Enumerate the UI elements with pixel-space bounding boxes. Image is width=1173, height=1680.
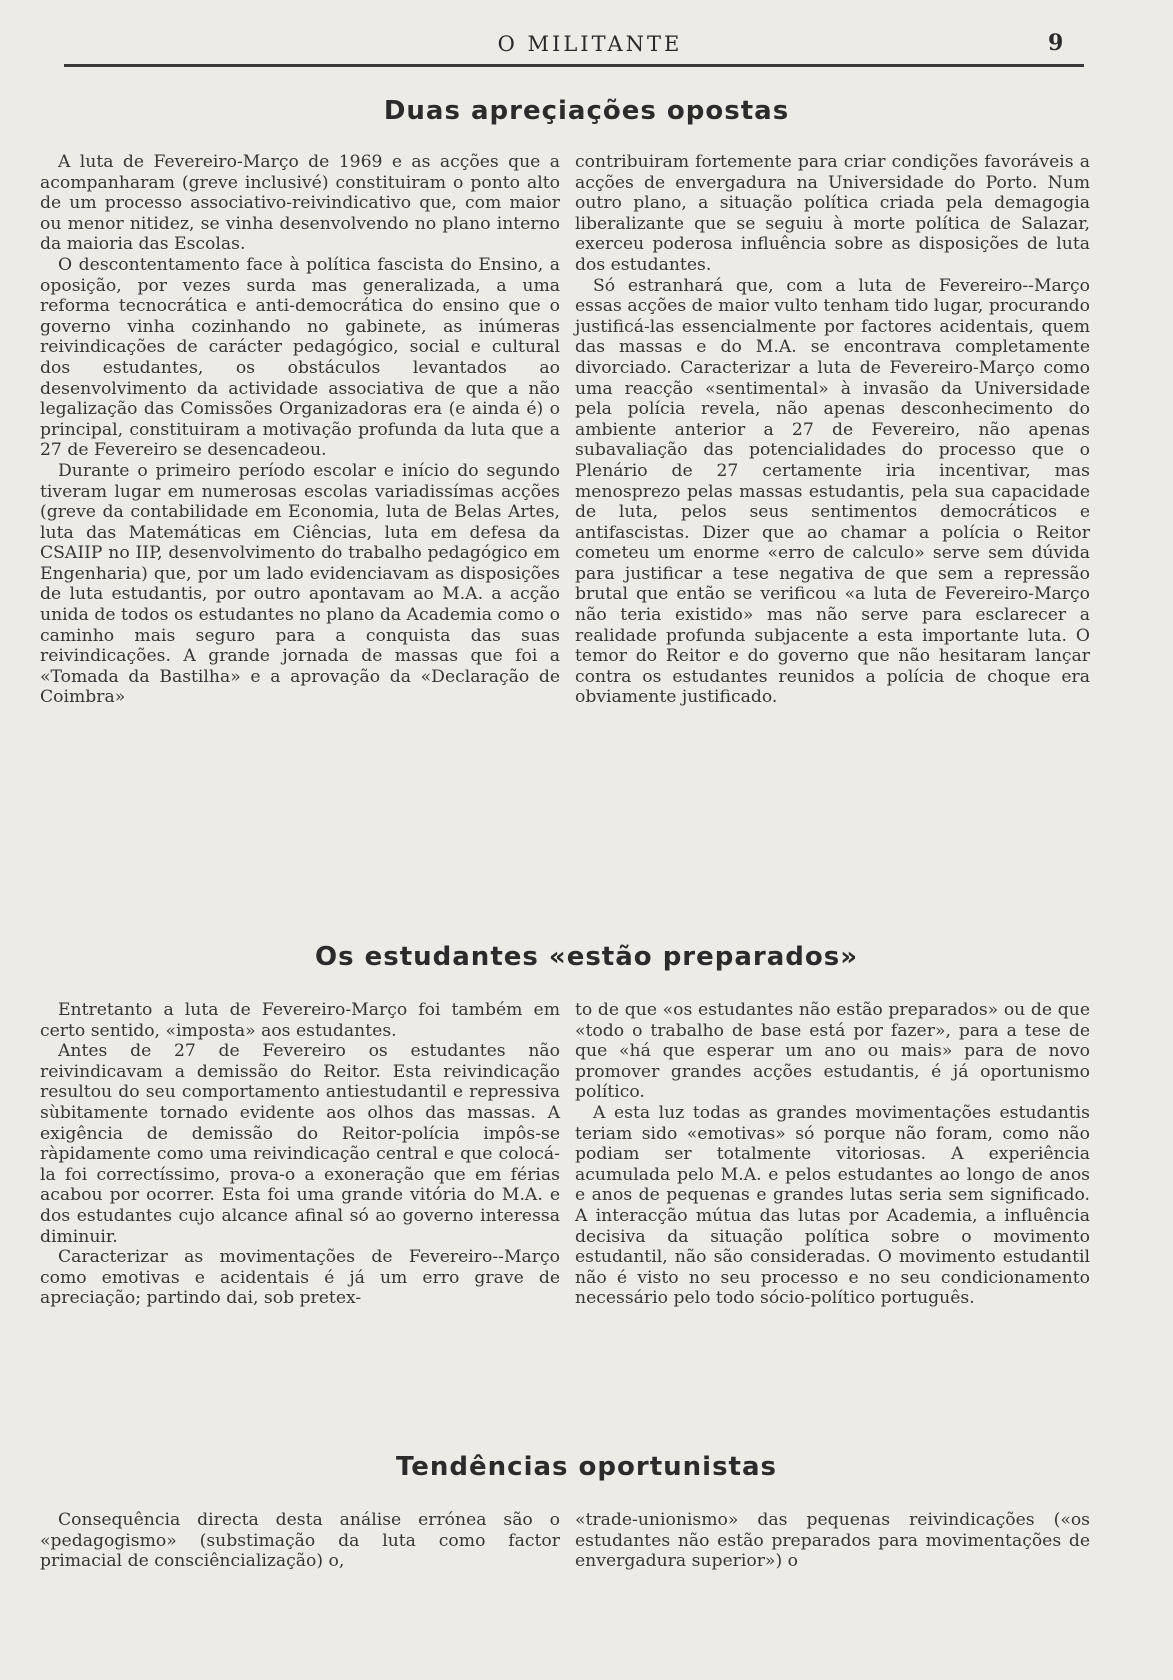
paragraph: A luta de Fevereiro-Março de 1969 e as acções que a acompanharam (greve inclusivé) constituiram o ponto alto de um processo associativo-reivindicativo que, com maior ou menor nitidez, se vinha desenvolvendo no plano interno da maioria das Escolas. <box>40 152 560 255</box>
paragraph: Caracterizar as movimentações de Fevereiro--Março como emotivas e acidentais é já um erro grave de apreciação; partindo dai, sob pretex- <box>40 1247 560 1309</box>
publication-title: O MILITANTE <box>497 32 683 56</box>
section1-right-column <box>575 152 1090 708</box>
header-rule <box>64 64 1084 67</box>
page-number: 9 <box>1048 30 1064 56</box>
section3-left-column <box>40 1510 560 1572</box>
paragraph: to de que «os estudantes não estão preparados» ou de que «todo o trabalho de base está por fazer», para a tese de que «há que esperar um ano ou mais» para de novo promover grandes acções estudantis, é já oportunismo político. <box>575 1000 1090 1103</box>
paragraph: A esta luz todas as grandes movimentações estudantis teriam sido «emotivas» só porque não foram, como não podiam ser totalmente vitoriosas. A experiência acumulada pelo M.A. e pelos estudantes ao longo de anos e anos de pequenas e grandes lutas seria sem significado. A interacção mútua das lutas por Academia, a influência decisiva da situação política sobre o movimento estudantil, não são consideradas. O movimento estudantil não é visto no seu processo e no seu condicionamento necessário pelo todo sócio-político português. <box>575 1102 1090 1309</box>
section-heading-estudantes-preparados: Os estudantes «estão preparados» <box>314 942 859 972</box>
section-heading-duas-apreciacoes: Duas apreçiações opostas <box>383 96 790 126</box>
section-heading-tendencias-oportunistas: Tendências oportunistas <box>395 1452 778 1482</box>
section3-right-column <box>575 1510 1090 1572</box>
paragraph: Durante o primeiro período escolar e início do segundo tiveram lugar em numerosas escolas variadissímas acções (greve da contabilidade em Economia, luta de Belas Artes, luta das Matemáticas em Ciências, luta em defesa da CSAIIP no IIP, desenvolvimento do trabalho pedagógico em Engenharia) que, por um lado evidenciavam as disposições de luta estudantis, por outro apontavam ao M.A. a acção unida de todos os estudantes no plano da Academia como o caminho mais seguro para a conquista das suas reivindicações. A grande jornada de massas que foi a «Tomada da Bastilha» e a aprovação da «Declaração de Coimbra» <box>40 460 560 708</box>
section1-left-column <box>40 152 560 708</box>
paragraph: Só estranhará que, com a luta de Fevereiro--Março essas acções de maior vulto tenham tido lugar, procurando justificá-las essencialmente por factores acidentais, quem das massas e do M.A. se encontrava completamente divorciado. Caracterizar a luta de Fevereiro-Março como uma reacção «sentimental» à invasão da Universidade pela polícia revela, não apenas desconhecimento do ambiente anterior a 27 de Fevereiro, não apenas subavaliação das potencialidades do processo que o Plenário de 27 certamente iria incentivar, mas menosprezo pelas massas estudantis, pela sua capacidade de luta, pelos seus sentimentos democráticos e antifascistas. Dizer que ao chamar a polícia o Reitor cometeu um enorme «erro de calculo» serve sem dúvida para justificar a tese negativa de que sem a repressão brutal que então se verificou «a luta de Fevereiro-Março não teria existido» mas não serve para esclarecer a realidade profunda subjacente a esta importante luta. O temor do Reitor e do governo que não hesitaram lançar contra os estudantes reunidos a polícia de choque era obviamente justificado. <box>575 275 1091 708</box>
paragraph: Antes de 27 de Fevereiro os estudantes não reivindicavam a demissão do Reitor. Esta reivindicação resultou do seu comportamento antiestudantil e repressiva sùbitamente tornado evidente aos olhos das massas. A exigência de demissão do Reitor-polícia impôs-se ràpidamente como uma reivindicação central e que colocá-la foi correctíssimo, prova-o a exoneração que em férias acabou por ocorrer. Esta foi uma grande vitória do M.A. e dos estudantes cujo alcance afinal só ao governo interessa diminuir. <box>40 1041 560 1247</box>
paragraph: contribuiram fortemente para criar condições favoráveis a acções de envergadura na Universidade do Porto. Num outro plano, a situação política criada pela demagogia liberalizante que se seguiu à morte política de Salazar, exerceu poderosa influência sobre as disposições de luta dos estudantes. <box>575 152 1090 275</box>
paragraph: Consequência directa desta análise errónea são o «pedagogismo» (substimação da luta como factor primacial de consciêncialização) o, <box>40 1510 560 1572</box>
section2-right-column <box>575 1000 1090 1309</box>
paragraph: Entretanto a luta de Fevereiro-Março foi também em certo sentido, «imposta» aos estudantes. <box>40 1000 560 1041</box>
paragraph: O descontentamento face à política fascista do Ensino, a oposição, por vezes surda mas generalizada, a uma reforma tecnocrática e anti-democrática do ensino que o governo vinha cozinhando no gabinete, as inúmeras reivindicações de carácter pedagógico, social e cultural dos estudantes, os obstáculos levantados ao desenvolvimento da actividade associativa de que a não legalização das Comissões Organizadoras era (e ainda é) o principal, constituiram a motivação profunda da luta que a 27 de Fevereiro se desencadeou. <box>40 254 560 461</box>
section2-left-column <box>40 1000 560 1309</box>
paragraph: «trade-unionismo» das pequenas reivindicações («os estudantes não estão preparados para movimentações de envergadura superior») o <box>575 1510 1090 1572</box>
